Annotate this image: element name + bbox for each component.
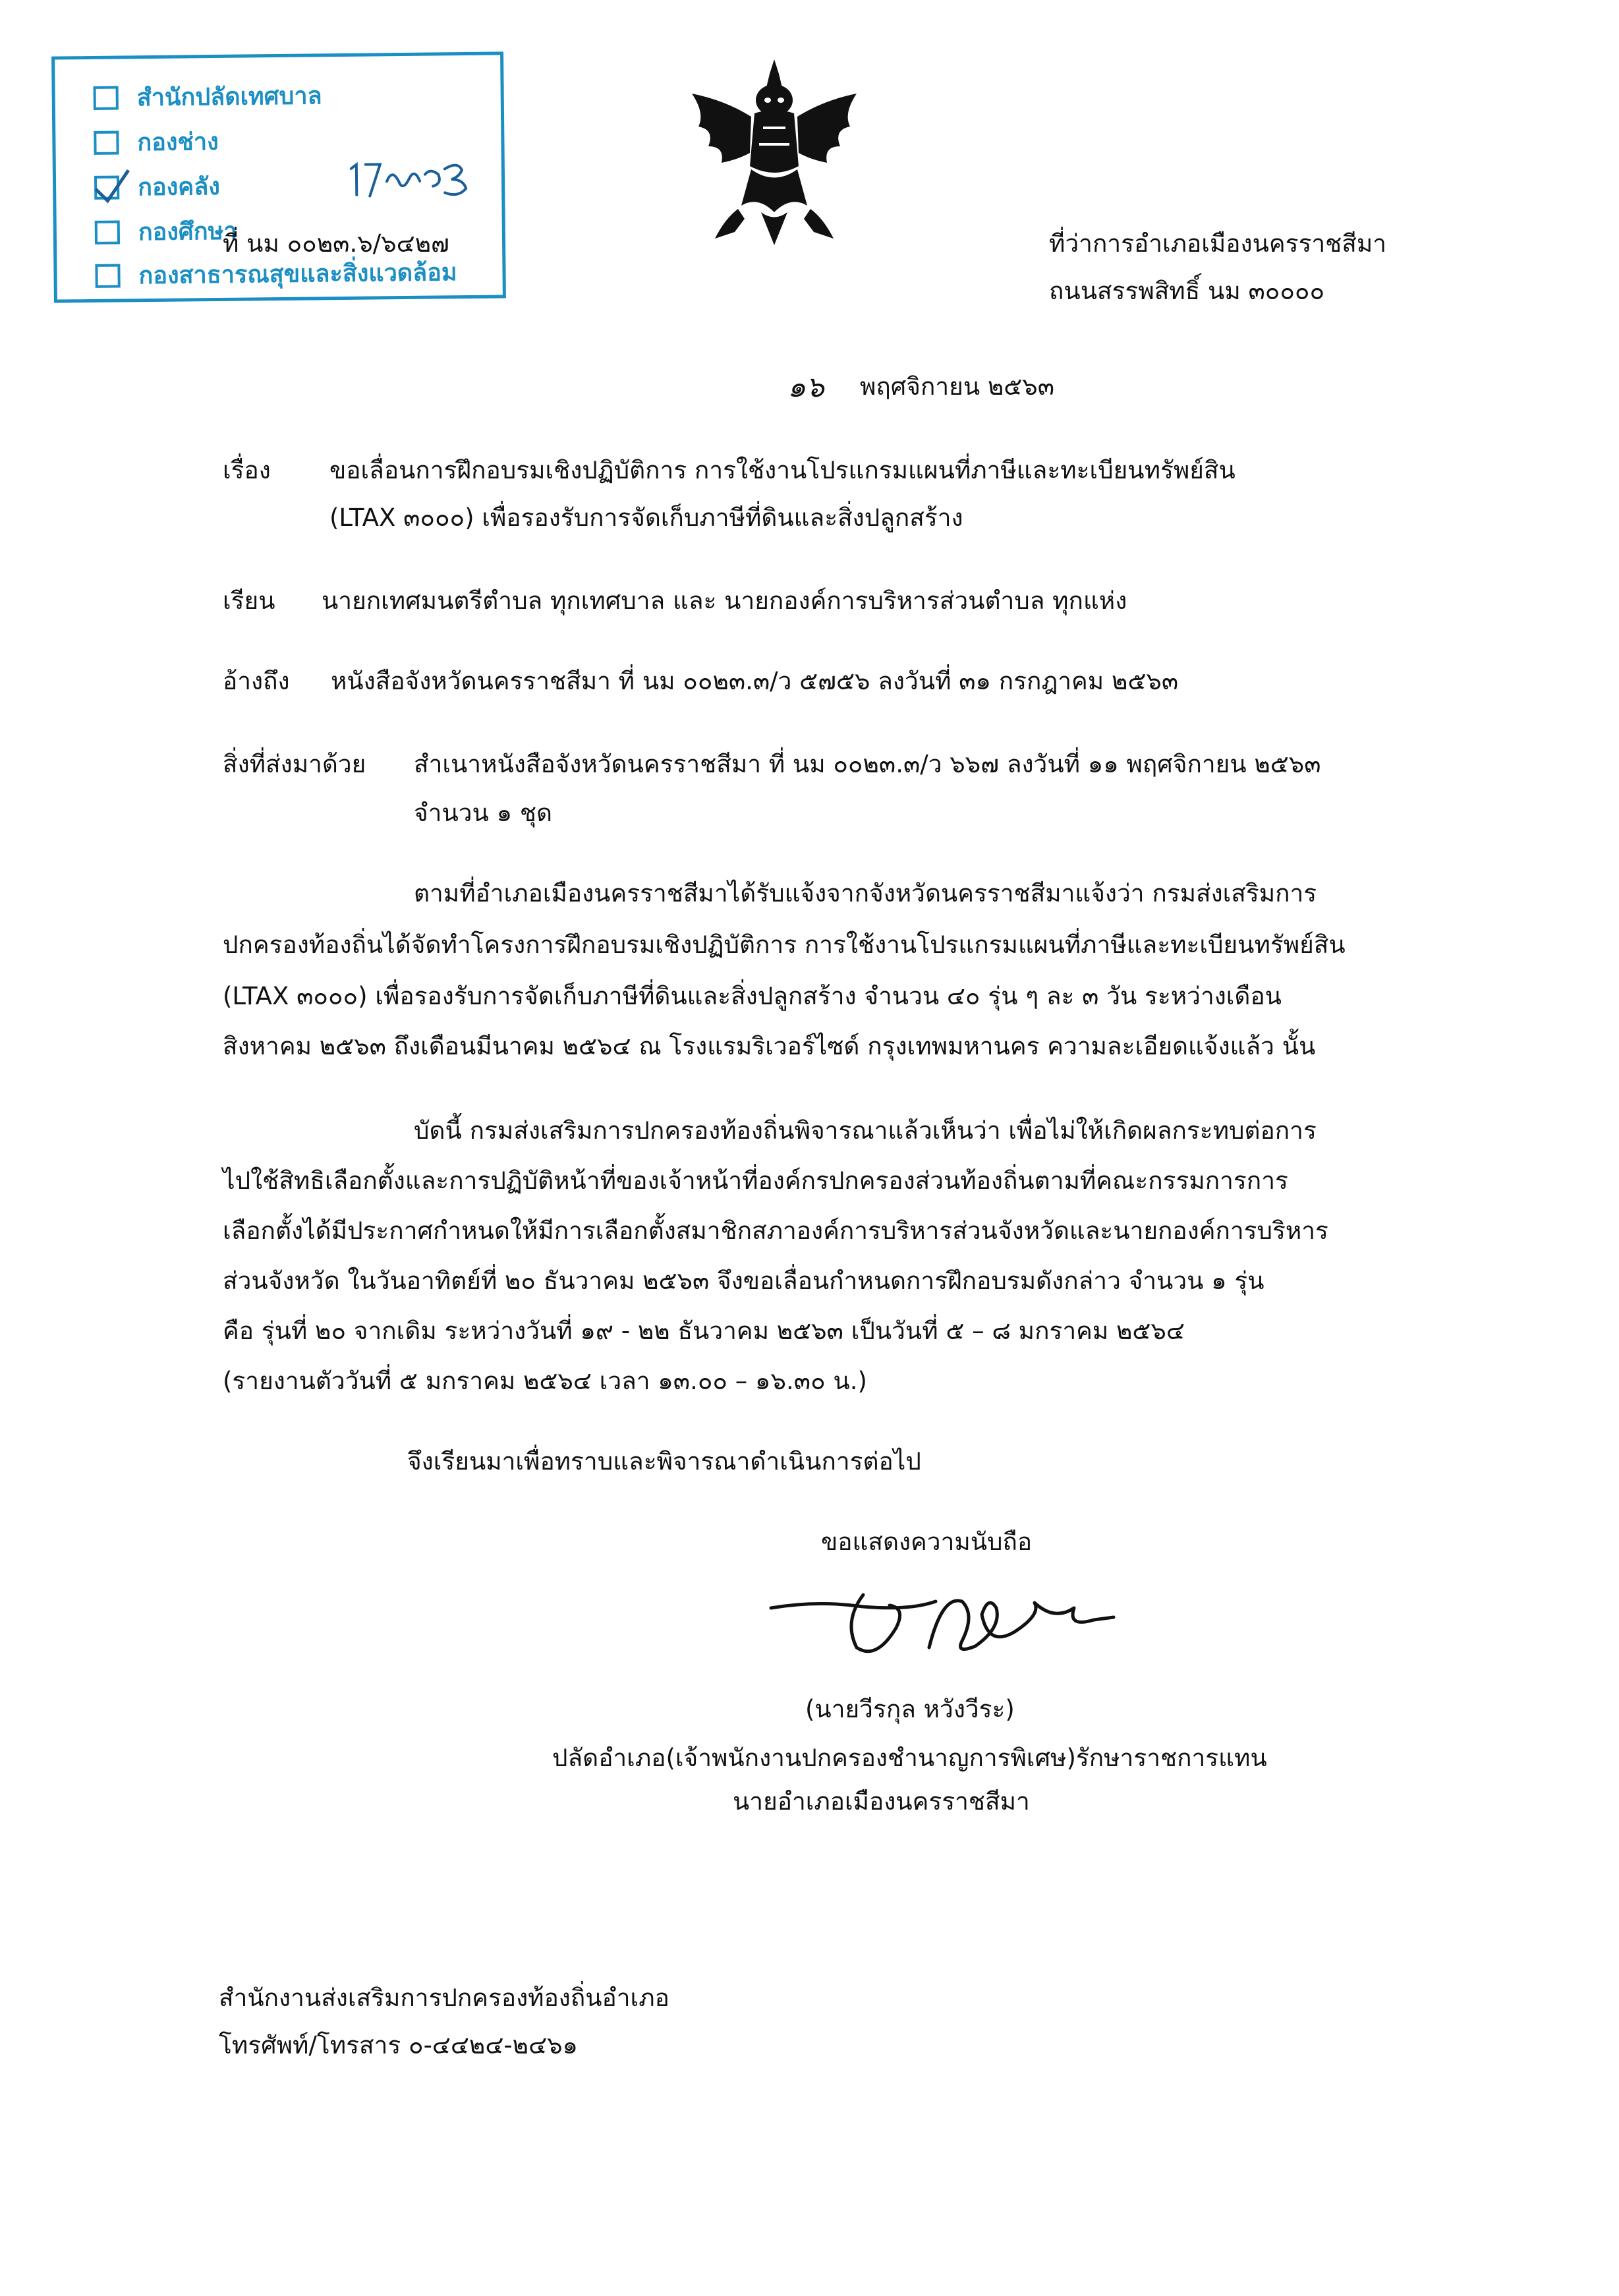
stamp-item [94, 167, 220, 206]
recipient-label: เรียน [223, 587, 275, 615]
paragraph2-line: คือ รุ่นที่ ๒๐ จากเดิม ระหว่างวันที่ ๑๙ - ๒๒ ธันวาคม ๒๕๖๓ เป็นวันที่ ๕ – ๘ มกราคม ๒๕๖๔ [223, 1317, 1185, 1345]
enclosure-line2: จำนวน ๑ ชุด [414, 799, 552, 827]
reference-text: หนังสือจังหวัดนครราชสีมา ที่ นม ๐๐๒๓.๓/ว ๕๗๕๖ ลงวันที่ ๓๑ กรกฎาคม ๒๕๖๓ [331, 667, 1179, 695]
stamp-item [93, 76, 322, 117]
stamp-checkbox [95, 264, 120, 287]
department-routing-stamp [51, 51, 506, 302]
stamp-item-label: กองศึกษา [138, 217, 237, 246]
stamp-item-label: สำนักปลัดเทศบาล [136, 82, 322, 112]
stamp-item [95, 212, 237, 251]
stamp-checkbox [95, 220, 120, 244]
signatory-position-line2: นายอำเภอเมืองนครราชสีมา [733, 1787, 1030, 1816]
footer-phone: โทรศัพท์/โทรสาร ๐-๔๔๒๔-๒๔๖๑ [219, 2031, 579, 2059]
stamp-item [94, 123, 219, 161]
enclosure-label: สิ่งที่ส่งมาด้วย [223, 750, 366, 778]
stamp-item-label: กองคลัง [137, 173, 221, 202]
stamp-item [95, 253, 457, 295]
reference-label: อ้างถึง [223, 667, 290, 695]
signatory-position-line1: ปลัดอำเภอ(เจ้าพนักงานปกครองชำนาญการพิเศษ)รักษาราชการแทน [552, 1744, 1267, 1772]
subject-label: เรื่อง [223, 456, 271, 484]
subject-line1: ขอเลื่อนการฝึกอบรมเชิงปฏิบัติการ การใช้งานโปรแกรมแผนที่ภาษีและทะเบียนทรัพย์สิน [329, 456, 1236, 484]
stamp-item-label: กองสาธารณสุขและสิ่งแวดล้อม [138, 259, 457, 290]
paragraph2-line: (รายงานตัววันที่ ๕ มกราคม ๒๕๖๔ เวลา ๑๓.๐๐ – ๑๖.๓๐ น.) [223, 1367, 867, 1395]
recipient-text: นายกเทศมนตรีตำบล ทุกเทศบาล และ นายกองค์การบริหารส่วนตำบล ทุกแห่ง [322, 587, 1127, 615]
handwritten-signature [764, 1568, 1120, 1667]
document-number: ที่ นม ๐๐๒๓.๖/๖๔๒๗ [223, 229, 449, 258]
garuda-emblem-icon [685, 54, 863, 252]
enclosure-line1: สำเนาหนังสือจังหวัดนครราชสีมา ที่ นม ๐๐๒๓.๓/ว ๖๖๗ ลงวันที่ ๑๑ พฤศจิกายน ๒๕๖๓ [414, 750, 1321, 778]
stamp-checkbox [94, 130, 119, 154]
salutation: ขอแสดงความนับถือ [821, 1528, 1033, 1556]
office-address-line1: ที่ว่าการอำเภอเมืองนครราชสีมา [1049, 229, 1387, 258]
paragraph2-line: เลือกตั้งได้มีประกาศกำหนดให้มีการเลือกตั้งสมาชิกสภาองค์การบริหารส่วนจังหวัดและนายกองค์การบริหาร [223, 1217, 1328, 1245]
paragraph2-line: ไปใช้สิทธิเลือกตั้งและการปฏิบัติหน้าที่ของเจ้าหน้าที่องค์กรปกครองส่วนท้องถิ่นตามที่คณะกรรมการการ [223, 1166, 1288, 1195]
paragraph2-line: ส่วนจังหวัด ในวันอาทิตย์ที่ ๒๐ ธันวาคม ๒๕๖๓ จึงขอเลื่อนกำหนดการฝึกอบรมดังกล่าว จำนวน ๑ รุ่น [223, 1267, 1264, 1295]
date-month-year: พฤศจิกายน ๒๕๖๓ [860, 372, 1055, 401]
paragraph2-line: บัดนี้ กรมส่งเสริมการปกครองท้องถิ่นพิจารณาแล้วเห็นว่า เพื่อไม่ให้เกิดผลกระทบต่อการ [414, 1116, 1317, 1145]
office-address-line2: ถนนสรรพสิทธิ์ นม ๓๐๐๐๐ [1049, 277, 1325, 305]
handwritten-date-mark [346, 154, 492, 202]
paragraph1-line: ปกครองท้องถิ่นได้จัดทำโครงการฝึกอบรมเชิงปฏิบัติการ การใช้งานโปรแกรมแผนที่ภาษีและทะเบียนทรัพย์สิน [223, 931, 1346, 959]
stamp-item-label: กองช่าง [137, 128, 219, 157]
stamp-checkbox [94, 175, 119, 199]
footer-office: สำนักงานส่งเสริมการปกครองท้องถิ่นอำเภอ [219, 1984, 669, 2012]
stamp-checkbox [94, 86, 119, 109]
checkmark-icon [93, 166, 130, 206]
paragraph1-line: (LTAX ๓๐๐๐) เพื่อรองรับการจัดเก็บภาษีที่ดินและสิ่งปลูกสร้าง จำนวน ๔๐ รุ่น ๆ ละ ๓ วัน ระหว่างเดือน [223, 982, 1282, 1010]
paragraph1-line: สิงหาคม ๒๕๖๓ ถึงเดือนมีนาคม ๒๕๖๔ ณ โรงแรมริเวอร์ไซด์ กรุงเทพมหานคร ความละเอียดแจ้งแล้ว นั้น [223, 1032, 1316, 1060]
date-day-handwritten: ๑๖ [787, 370, 824, 404]
paragraph1-line: ตามที่อำเภอเมืองนครราชสีมาได้รับแจ้งจากจังหวัดนครราชสีมาแจ้งว่า กรมส่งเสริมการ [414, 879, 1317, 907]
closing-sentence: จึงเรียนมาเพื่อทราบและพิจารณาดำเนินการต่อไป [407, 1447, 921, 1476]
subject-line2: (LTAX ๓๐๐๐) เพื่อรองรับการจัดเก็บภาษีที่ดินและสิ่งปลูกสร้าง [329, 503, 963, 532]
signatory-name: (นายวีรกุล หวังวีระ) [805, 1695, 1015, 1723]
